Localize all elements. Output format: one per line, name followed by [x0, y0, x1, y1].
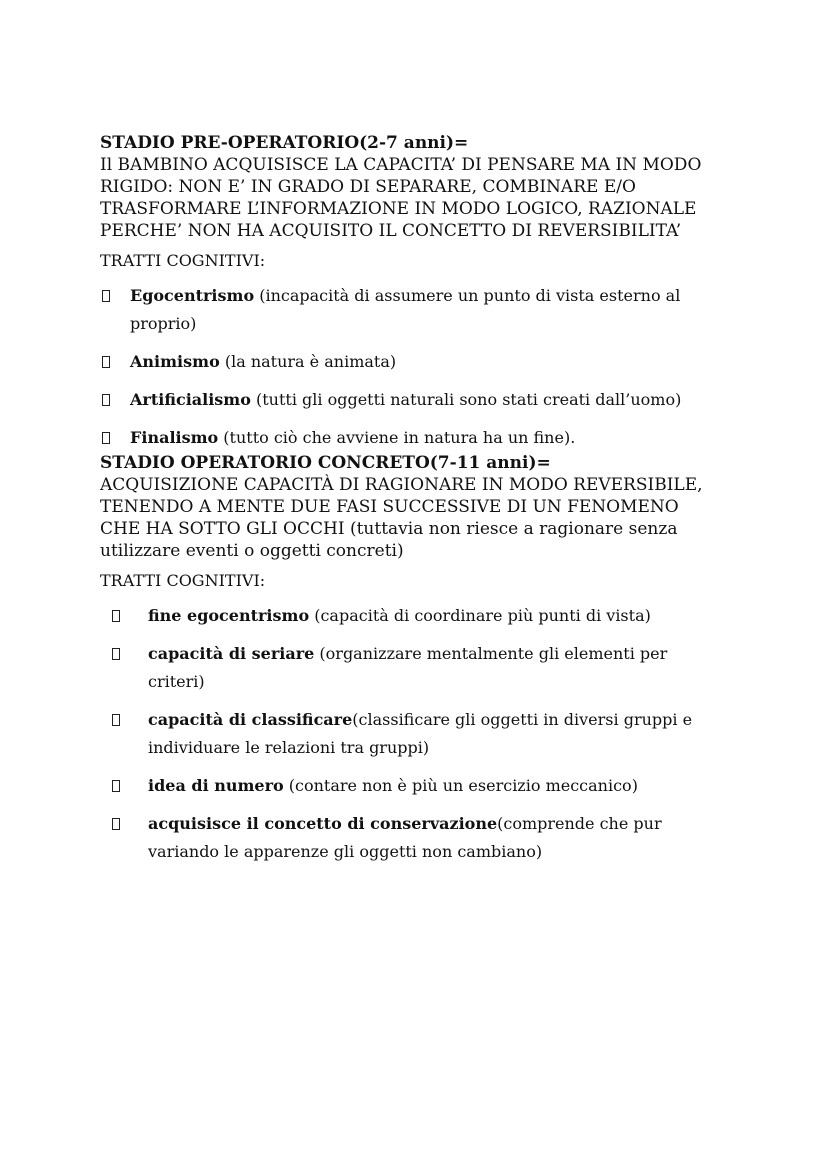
- section-heading: STADIO OPERATORIO CONCRETO(7-11 anni)=: [100, 453, 551, 473]
- bullet-box-icon: [112, 780, 120, 792]
- section-pre-operatorio: [100, 132, 740, 452]
- list-item: [100, 424, 740, 452]
- trait-description: individuare le relazioni tra gruppi): [148, 738, 430, 757]
- description-line: TRASFORMARE L’INFORMAZIONE IN MODO LOGICO, RAZIONALE: [100, 199, 697, 219]
- bullet-box-icon: [102, 356, 110, 368]
- trait-description: (classificare gli oggetti in diversi gruppi e: [352, 710, 693, 729]
- trait-term: Finalismo: [130, 428, 219, 447]
- trait-term: capacità di seriare: [148, 644, 315, 663]
- list-item: [100, 348, 740, 376]
- list-item: [100, 810, 740, 866]
- bullet-box-icon: [102, 290, 110, 302]
- list-item: [100, 386, 740, 414]
- trait-description: (comprende che pur: [497, 814, 662, 833]
- section-description: [100, 154, 740, 242]
- list-item: [100, 772, 740, 800]
- document-page: [100, 132, 740, 876]
- trait-term: Egocentrismo: [130, 286, 255, 305]
- trait-description: (capacità di coordinare più punti di vista): [309, 606, 651, 625]
- trait-description: (incapacità di assumere un punto di vista esterno al: [254, 286, 681, 305]
- list-item: [100, 640, 740, 696]
- trait-description: (tutto ciò che avviene in natura ha un fine).: [218, 428, 576, 447]
- trait-description: proprio): [130, 314, 197, 333]
- bullet-box-icon: [112, 610, 120, 622]
- bullet-box-icon: [112, 818, 120, 830]
- bullet-box-icon: [112, 714, 120, 726]
- list-item: [100, 602, 740, 630]
- bullet-box-icon: [102, 394, 110, 406]
- list-item: [100, 282, 740, 338]
- traits-list: [100, 602, 740, 866]
- tratti-cognitivi-label: TRATTI COGNITIVI:: [100, 251, 266, 270]
- section-heading: STADIO PRE-OPERATORIO(2-7 anni)=: [100, 133, 469, 153]
- tratti-cognitivi-label: TRATTI COGNITIVI:: [100, 571, 266, 590]
- trait-term: acquisisce il concetto di conservazione: [148, 814, 498, 833]
- trait-description: variando le apparenze gli oggetti non cambiano): [148, 842, 543, 861]
- trait-term: fine egocentrismo: [148, 606, 310, 625]
- description-line: TENENDO A MENTE DUE FASI SUCCESSIVE DI UN FENOMENO: [100, 497, 679, 517]
- description-line: Il BAMBINO ACQUISISCE LA CAPACITA’ DI PENSARE MA IN MODO: [100, 155, 702, 175]
- description-line: ACQUISIZIONE CAPACITÀ DI RAGIONARE IN MODO REVERSIBILE,: [100, 475, 703, 495]
- description-line: utilizzare eventi o oggetti concreti): [100, 541, 404, 561]
- trait-description: (organizzare mentalmente gli elementi per: [314, 644, 668, 663]
- trait-description: criteri): [148, 672, 205, 691]
- description-line: RIGIDO: NON E’ IN GRADO DI SEPARARE, COMBINARE E/O: [100, 177, 636, 197]
- bullet-box-icon: [102, 432, 110, 444]
- trait-term: capacità di classificare: [148, 710, 353, 729]
- section-description: [100, 474, 740, 562]
- list-item: [100, 706, 740, 762]
- bullet-box-icon: [112, 648, 120, 660]
- trait-description: (tutti gli oggetti naturali sono stati creati dall’uomo): [250, 390, 682, 409]
- trait-term: Artificialismo: [130, 390, 251, 409]
- description-line: PERCHE’ NON HA ACQUISITO IL CONCETTO DI REVERSIBILITA’: [100, 221, 682, 241]
- description-line: CHE HA SOTTO GLI OCCHI (tuttavia non riesce a ragionare senza: [100, 519, 678, 539]
- trait-description: (contare non è più un esercizio meccanico): [283, 776, 638, 795]
- trait-description: (la natura è animata): [219, 352, 397, 371]
- traits-list: [100, 282, 740, 452]
- trait-term: Animismo: [130, 352, 220, 371]
- section-operatorio-concreto: [100, 452, 740, 866]
- trait-term: idea di numero: [148, 776, 284, 795]
